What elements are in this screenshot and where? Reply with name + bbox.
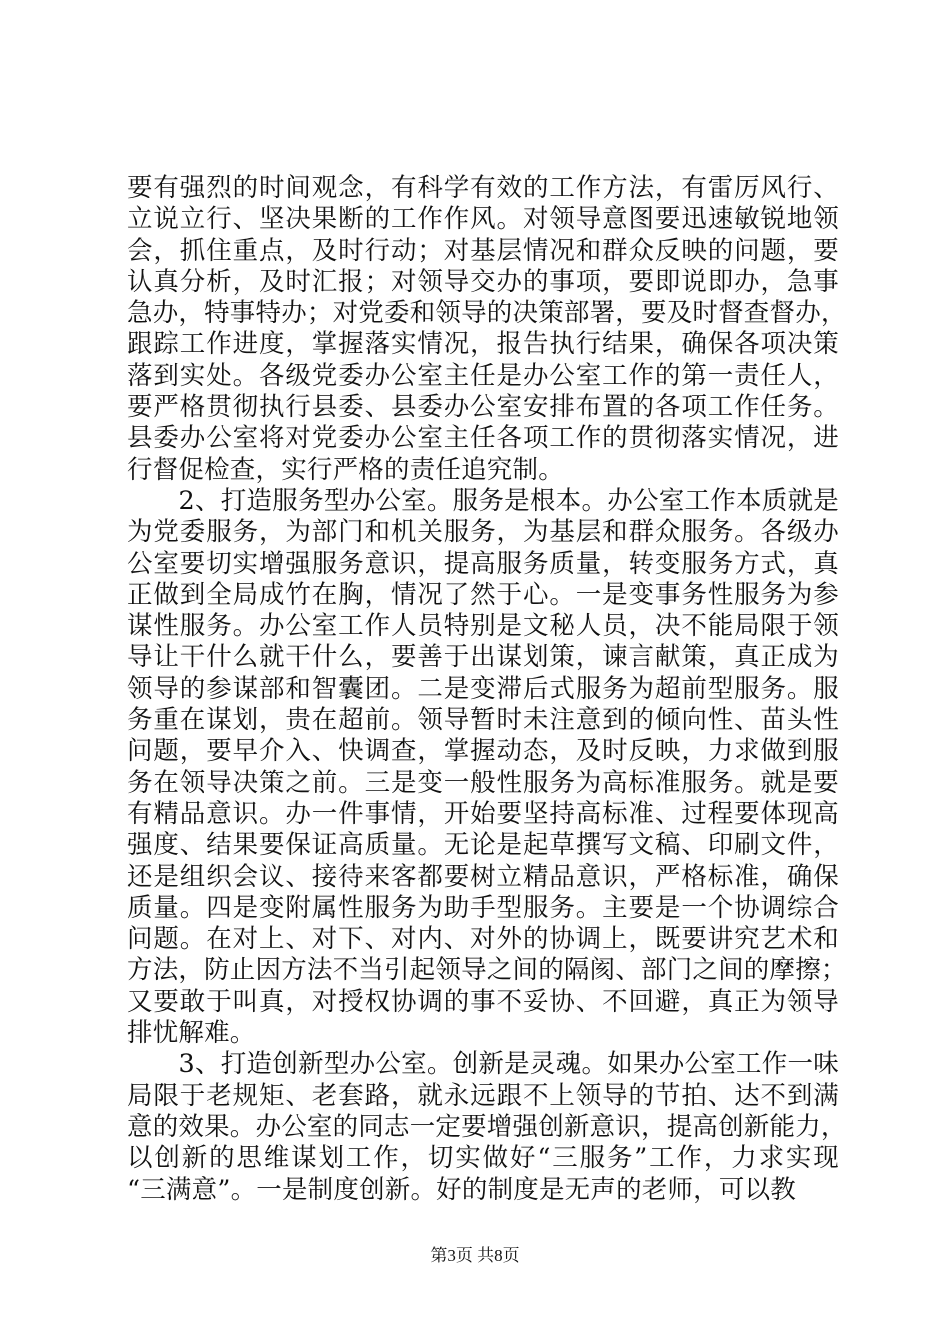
text-line: 局限于老规矩、老套路，就永远跟不上领导的节拍、达不到满 [127,1080,839,1111]
text-line: 以创新的思维谋划工作，切实做好“三服务”工作，力求实现 [127,1143,839,1174]
text-line: 领导的参谋部和智囊团。二是变滞后式服务为超前型服务。服 [127,673,839,704]
text-line: “三满意”。一是制度创新。好的制度是无声的老师，可以教 [127,1174,796,1205]
page-footer: 第3页 共8页 [430,1246,520,1265]
text-line: 要严格贯彻执行县委、县委办公室安排布置的各项工作任务。 [127,392,839,423]
text-line: 行督促检查，实行严格的责任追究制。 [127,454,564,485]
text-line: 2、打造服务型办公室。服务是根本。办公室工作本质就是 [127,485,839,516]
text-line: 认真分析，及时汇报；对领导交办的事项，要即说即办，急事 [127,266,839,297]
text-line: 公室要切实增强服务意识，提高服务质量，转变服务方式，真 [127,548,839,579]
text-line: 急办，特事特办；对党委和领导的决策部署，要及时督查督办， [127,298,847,329]
text-line: 方法，防止因方法不当引起领导之间的隔阂、部门之间的摩擦； [127,955,847,986]
text-line: 落到实处。各级党委办公室主任是办公室工作的第一责任人， [127,360,839,391]
text-line: 排忧解难。 [127,1018,256,1049]
text-line: 又要敢于叫真，对授权协调的事不妥协、不回避，真正为领导 [127,986,839,1017]
text-line: 谋性服务。办公室工作人员特别是文秘人员，决不能局限于领 [127,611,839,642]
text-line: 质量。四是变附属性服务为助手型服务。主要是一个协调综合 [127,892,839,923]
text-line: 立说立行、坚决果断的工作作风。对领导意图要迅速敏锐地领 [127,204,839,235]
text-line: 务重在谋划，贵在超前。领导暂时未注意到的倾向性、苗头性 [127,705,839,736]
text-line: 要有强烈的时间观念，有科学有效的工作方法，有雷厉风行、 [127,173,839,203]
text-line: 意的效果。办公室的同志一定要增强创新意识，提高创新能力， [127,1111,847,1142]
text-line: 3、打造创新型办公室。创新是灵魂。如果办公室工作一味 [127,1049,839,1080]
text-line: 强度、结果要保证高质量。无论是起草撰写文稿、印刷文件， [127,830,839,861]
text-line: 有精品意识。办一件事情，开始要坚持高标准、过程要体现高 [127,798,839,829]
text-line: 为党委服务，为部门和机关服务，为基层和群众服务。各级办 [127,517,839,548]
text-line: 会，抓住重点，及时行动；对基层情况和群众反映的问题，要 [127,235,839,266]
text-line: 正做到全局成竹在胸，情况了然于心。一是变事务性服务为参 [127,579,839,610]
text-line: 还是组织会议、接待来客都要树立精品意识，严格标准，确保 [127,861,839,892]
text-line: 问题。在对上、对下、对内、对外的协调上，既要讲究艺术和 [127,924,839,955]
text-line: 导让干什么就干什么，要善于出谋划策，谏言献策，真正成为 [127,642,839,673]
text-line: 务在领导决策之前。三是变一般性服务为高标准服务。就是要 [127,767,839,798]
body-text [127,173,847,1206]
text-line: 县委办公室将对党委办公室主任各项工作的贯彻落实情况，进 [127,423,839,454]
text-line: 跟踪工作进度，掌握落实情况，报告执行结果，确保各项决策 [127,329,839,360]
text-line: 问题，要早介入、快调查，掌握动态，及时反映，力求做到服 [127,736,839,767]
